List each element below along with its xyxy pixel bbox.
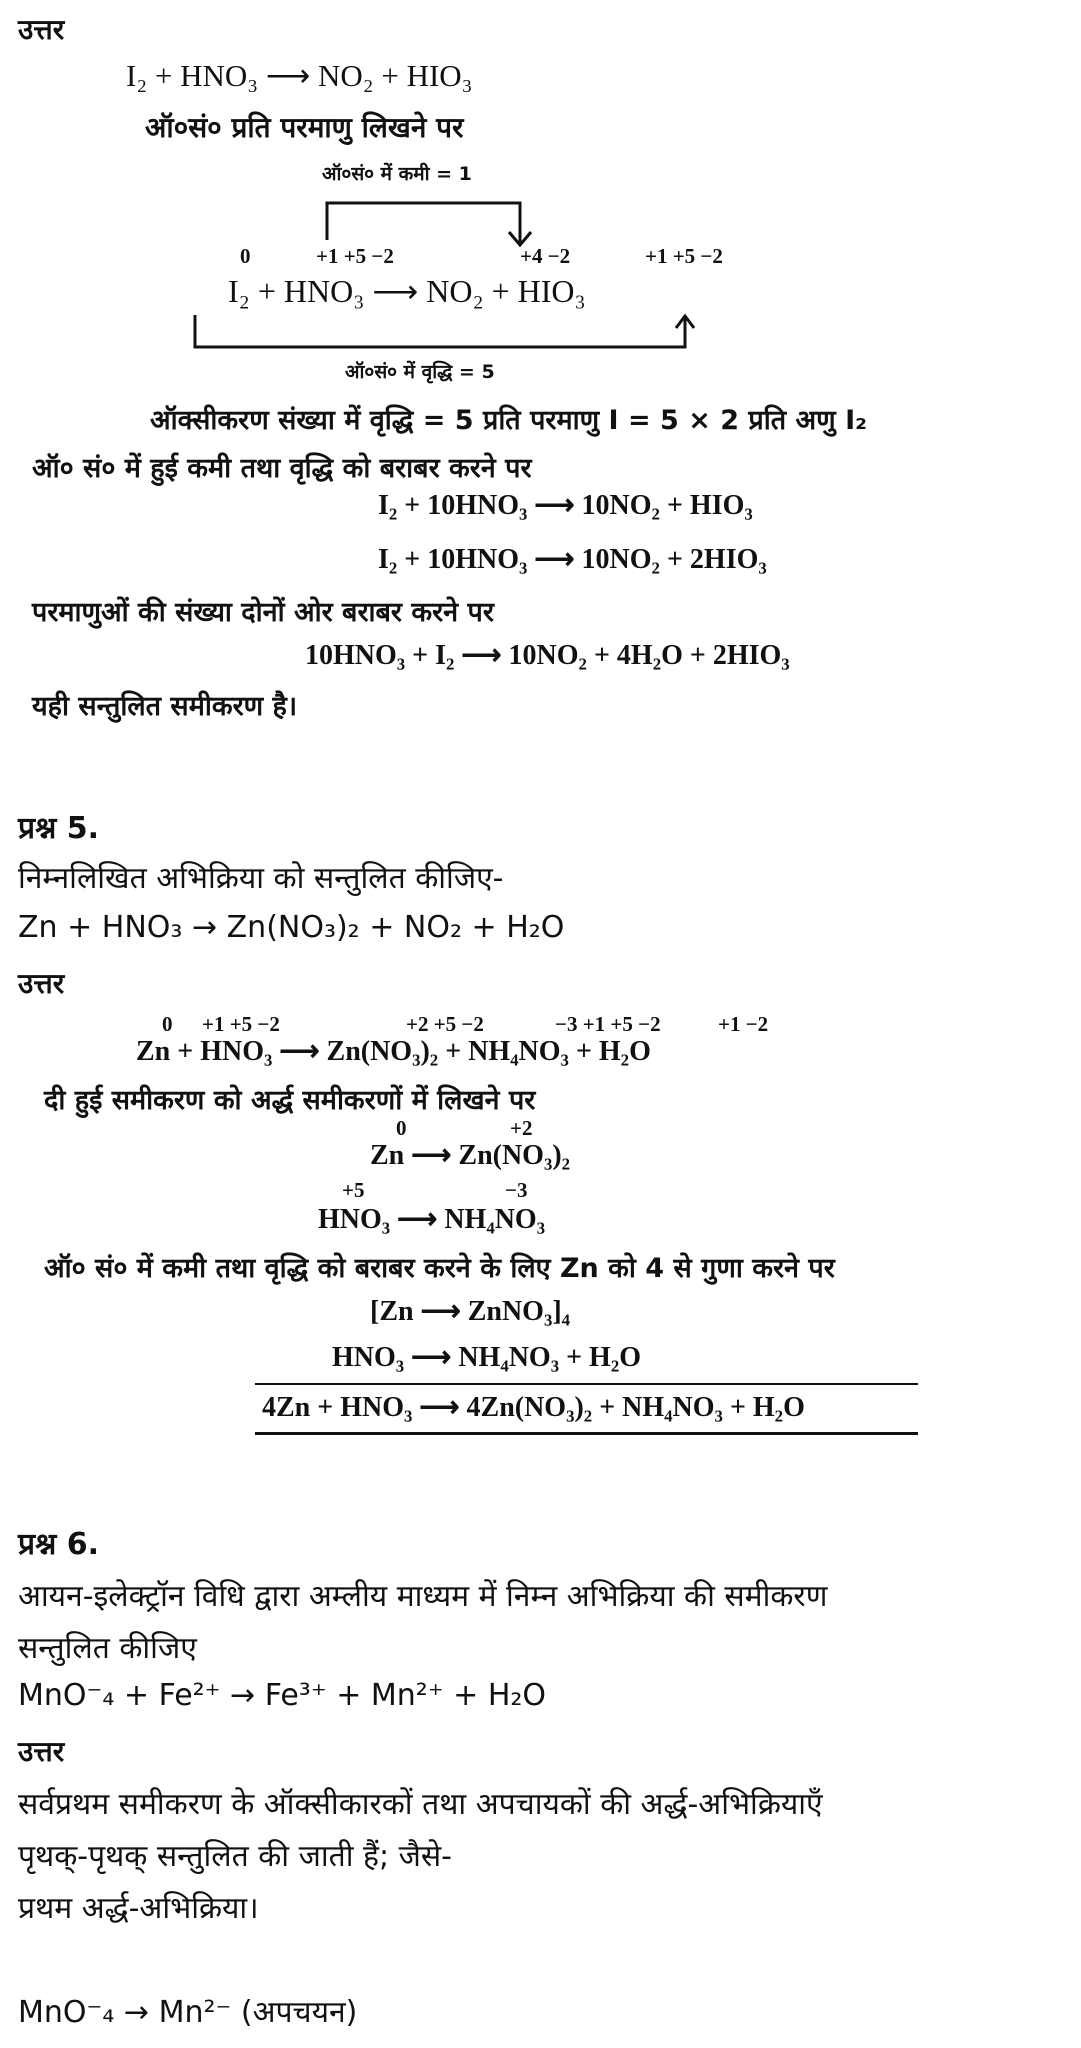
- equation-4: I₂ + 10HNO₃ ⟶ 10NO₂ + 2HIO₃: [378, 544, 767, 575]
- step-text-1: ऑ०सं० प्रति परमाणु लिखने पर: [145, 111, 464, 144]
- equation-1: Zn + HNO₃ ⟶ Zn(NO₃)₂ + NH₄NO₃ + H₂O: [136, 1036, 651, 1067]
- sum-divider: [255, 1383, 918, 1385]
- step-text-2: ऑ० सं० में कमी तथा वृद्धि को बराबर करने के लिए Zn को 4 से गुणा करने पर: [44, 1253, 835, 1284]
- ox-number: +1 +5 −2: [316, 244, 394, 268]
- increase-label: ऑ०सं० में वृद्धि = 5: [345, 361, 495, 383]
- total-underline: [255, 1432, 918, 1435]
- half-equation-2: HNO₃ ⟶ NH₄NO₃: [318, 1204, 546, 1235]
- ox-number: −3 +1 +5 −2: [555, 1012, 661, 1036]
- half-reaction-equation: MnO⁻₄ → Mn²⁻ (अपचयन): [18, 1995, 358, 2030]
- question-5-equation: Zn + HNO₃ → Zn(NO₃)₂ + NO₂ + H₂O: [18, 910, 565, 945]
- step-text-3: ऑ० सं० में हुई कमी तथा वृद्धि को बराबर करने पर: [32, 453, 532, 484]
- answer-label: उत्तर: [18, 1735, 65, 1768]
- total-equation: 4Zn + HNO₃ ⟶ 4Zn(NO₃)₂ + NH₄NO₃ + H₂O: [262, 1392, 805, 1423]
- ox-number: +1 −2: [718, 1012, 769, 1036]
- answer-label: उत्तर: [18, 13, 65, 46]
- ox-number: +2 +5 −2: [406, 1012, 484, 1036]
- question-5-title: प्रश्न 5.: [18, 811, 99, 846]
- equation-3: I₂ + 10HNO₃ ⟶ 10NO₂ + HIO₃: [378, 490, 753, 521]
- step-text-2: ऑक्सीकरण संख्या में वृद्धि = 5 प्रति परमाणु I = 5 × 2 प्रति अणु I₂: [150, 405, 867, 436]
- ox-number: +1 +5 −2: [202, 1012, 280, 1036]
- answer-text-line-1: सर्वप्रथम समीकरण के ऑक्सीकारकों तथा अपचायकों की अर्द्ध-अभिक्रियाएँ: [18, 1787, 823, 1822]
- question-6-prompt-line-1: आयन-इलेक्ट्रॉन विधि द्वारा अम्लीय माध्यम में निम्न अभिक्रिया की समीकरण: [18, 1579, 828, 1614]
- electron-transfer-arrows: [0, 0, 1081, 400]
- step-text-4: परमाणुओं की संख्या दोनों ओर बराबर करने पर: [32, 597, 494, 628]
- ox-number: 0: [396, 1116, 407, 1140]
- question-6-equation: MnO⁻₄ + Fe²⁺ → Fe³⁺ + Mn²⁺ + H₂O: [18, 1678, 547, 1713]
- answer-text-line-2: पृथक्-पृथक् सन्तुलित की जाती हैं; जैसे-: [18, 1839, 452, 1874]
- step-text-5: यही सन्तुलित समीकरण है।: [32, 691, 298, 722]
- sum-equation-2: HNO₃ ⟶ NH₄NO₃ + H₂O: [332, 1342, 642, 1373]
- equation-5: 10HNO₃ + I₂ ⟶ 10NO₂ + 4H₂O + 2HIO₃: [305, 640, 790, 671]
- ox-number: +1 +5 −2: [645, 244, 723, 268]
- answer-label: उत्तर: [18, 967, 65, 1000]
- ox-number: +2: [510, 1116, 533, 1140]
- half-equation-1: Zn ⟶ Zn(NO₃)₂: [370, 1140, 571, 1171]
- equation-2: I₂ + HNO₃ ⟶ NO₂ + HIO₃: [228, 273, 586, 309]
- ox-number: 0: [162, 1012, 173, 1036]
- sum-equation-1: [Zn ⟶ ZnNO₃]₄: [370, 1296, 571, 1327]
- question-6-prompt-line-2: सन्तुलित कीजिए: [18, 1631, 197, 1666]
- ox-number: 0: [240, 244, 251, 268]
- step-text-1: दी हुई समीकरण को अर्द्ध समीकरणों में लिखने पर: [44, 1085, 536, 1116]
- answer-text-line-3: प्रथम अर्द्ध-अभिक्रिया।: [18, 1891, 259, 1926]
- decrease-label: ऑ०सं० में कमी = 1: [322, 163, 472, 185]
- question-6-title: प्रश्न 6.: [18, 1527, 99, 1562]
- question-5-prompt: निम्नलिखित अभिक्रिया को सन्तुलित कीजिए-: [18, 861, 504, 896]
- ox-number: +5: [342, 1178, 365, 1202]
- ox-number: −3: [505, 1178, 528, 1202]
- ox-number: +4 −2: [520, 244, 571, 268]
- equation-1: I₂ + HNO₃ ⟶ NO₂ + HIO₃: [126, 58, 473, 93]
